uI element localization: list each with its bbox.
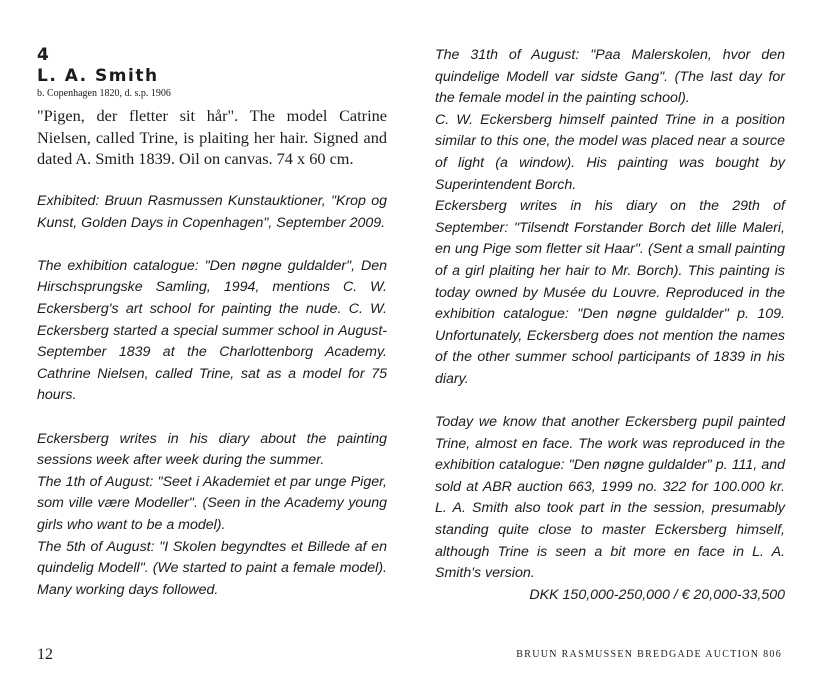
right-column bbox=[435, 45, 785, 606]
diary-entry-sep-29: Eckersberg writes in his diary on the 29th of September: "Tilsendt Forstander Borch det lille Maleri, en ung Pige som fletter sit Haar". (Sent a small painting of a girl plaiting her hair to Mr. Borch). This painting is today owned by Musée du Louvre. Reproduced in the exhibition catalogue: "Den nøgne guldalder" p. 109. Unfortunately, Eckersberg does not mention the names of the other summer school participants of 1839 in his diary. bbox=[435, 198, 785, 387]
diary-intro-paragraph: Eckersberg writes in his diary about the painting sessions week after week during the summer. bbox=[37, 430, 387, 469]
diary-entry-aug-1: The 1th of August: "Seet i Akademiet et par unge Piger, som ville være Modeller". (Seen in the Academy young girls who want to be a model). bbox=[37, 473, 387, 533]
artist-dates: b. Copenhagen 1820, d. s.p. 1906 bbox=[37, 88, 171, 99]
diary-entry-aug-31: The 31th of August: "Paa Malerskolen, hvor den quindelige Modell var sidste Gang". (The last day for the female model in the painting school). bbox=[435, 47, 785, 107]
spacer bbox=[435, 391, 785, 413]
artist-name: L. A. Smith bbox=[37, 66, 159, 86]
page-number: 12 bbox=[37, 646, 53, 663]
lot-number: 4 bbox=[37, 45, 49, 65]
exhibited-paragraph: Exhibited: Bruun Rasmussen Kunstauktioner, "Krop og Kunst, Golden Days in Copenhagen", September 2009. bbox=[37, 193, 387, 231]
spacer bbox=[37, 170, 387, 192]
publication-footer: BRUUN RASMUSSEN BREDGADE AUCTION 806 bbox=[516, 649, 782, 660]
spacer bbox=[37, 234, 387, 256]
estimate-price: DKK 150,000-250,000 / € 20,000-33,500 bbox=[529, 586, 785, 603]
diary-entry-aug-5: The 5th of August: "I Skolen begyndtes et Billede af en quindelig Modell". (We started to paint a female model). Many working days followed. bbox=[37, 538, 387, 598]
provenance-paragraph bbox=[435, 412, 785, 603]
spacer bbox=[37, 407, 387, 429]
left-column bbox=[37, 45, 387, 601]
provenance-text: Today we know that another Eckersberg pupil painted Trine, almost en face. The work was reproduced in the exhibition catalogue: "Den nøgne guldalder" p. 111, and sold at ABR auction 663, 1999 no. 322 for 100.000 kr. L. A. Smith also took part in the session, presumably standing quite close to master Eckersberg himself, although Trine is seen a bit more en face in L. A. Smith's version. bbox=[435, 414, 785, 582]
lot-description: "Pigen, der fletter sit hår". The model Catrine Nielsen, called Trine, is plaiting her hair. Signed and dated A. Smith 1839. Oil on canvas. 74 x 60 cm. bbox=[37, 106, 387, 168]
catalogue-paragraph: The exhibition catalogue: "Den nøgne guldalder", Den Hirschsprungske Samling, 1994, mentions C. W. Eckersberg's art school for painting the nude. C. W. Eckersberg started a special summer school in August-September 1839 at the Charlottenborg Academy. Cathrine Nielsen, called Trine, sat as a model for 75 hours. bbox=[37, 257, 387, 404]
eckersberg-painting-paragraph: C. W. Eckersberg himself painted Trine in a position similar to this one, the model was placed near a source of light (a window). His painting was bought by Superintendent Borch. bbox=[435, 111, 785, 193]
